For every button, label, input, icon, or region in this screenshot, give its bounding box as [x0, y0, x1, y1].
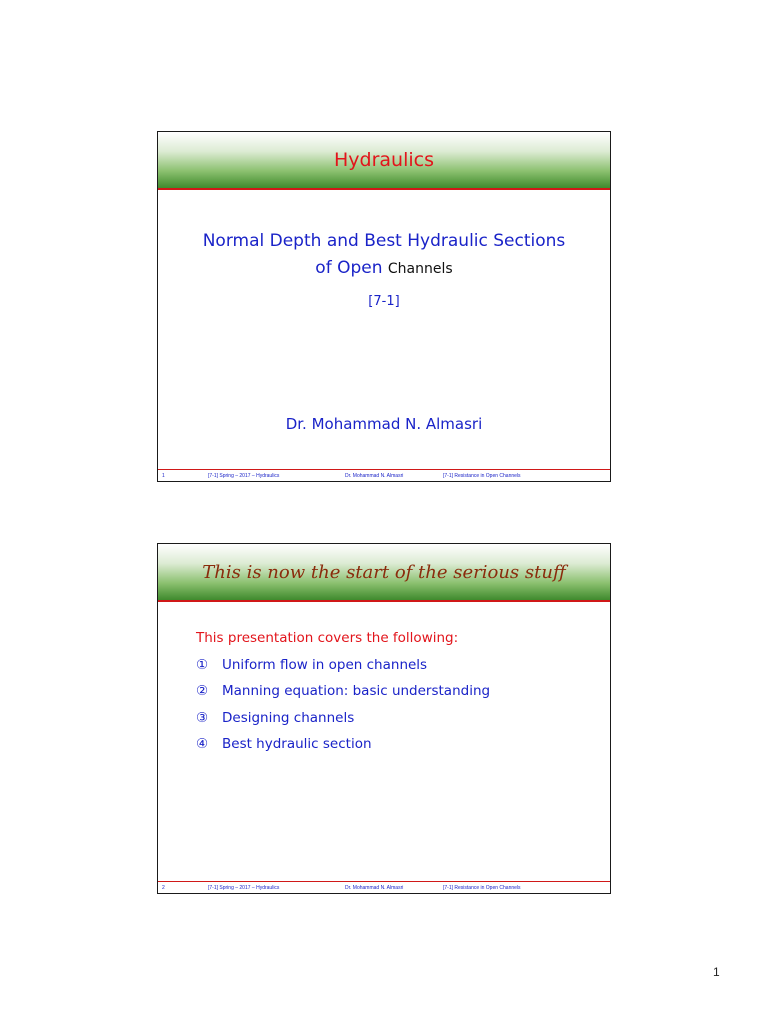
list-item-text: Best hydraulic section [222, 736, 372, 752]
footer-page-number: 1 [162, 473, 165, 479]
slide-footer [158, 881, 610, 893]
slide-code: [7-1] [368, 294, 400, 309]
footer-course: [7-1] Spring – 2017 – Hydraulics [208, 885, 280, 891]
list-item [196, 710, 354, 726]
list-item-text: Uniform flow in open channels [222, 657, 428, 673]
slide-title: Hydraulics [334, 149, 434, 171]
footer-author: Dr. Mohammad N. Almasri [345, 885, 404, 891]
slide-subtitle [158, 228, 610, 283]
list-item [196, 657, 427, 673]
slide-author: Dr. Mohammad N. Almasri [285, 415, 483, 433]
list-item-number: ② [196, 683, 209, 699]
list-item [196, 736, 372, 752]
footer-author: Dr. Mohammad N. Almasri [345, 473, 404, 479]
list-item-number: ① [196, 657, 209, 673]
covers-heading: This presentation covers the following: [196, 630, 459, 646]
page-number: 1 [713, 965, 720, 979]
list-item-text: Designing channels [222, 710, 355, 726]
slide-header [158, 544, 610, 602]
list-item-text: Manning equation: basic understanding [222, 683, 491, 699]
footer-topic: [7-1] Resistance in Open Channels [443, 885, 521, 891]
list-item [196, 683, 490, 699]
list-item-number: ④ [196, 736, 209, 752]
subtitle-line-2-a: of Open [315, 258, 383, 278]
slide-1 [157, 131, 611, 482]
footer-course: [7-1] Spring – 2017 – Hydraulics [208, 473, 280, 479]
subtitle-line-2-b: Channels [387, 261, 453, 277]
footer-page-number: 2 [162, 885, 165, 891]
list-item-number: ③ [196, 710, 209, 726]
slide-title: This is now the start of the serious stuff [202, 561, 566, 583]
subtitle-line-2 [158, 255, 610, 283]
subtitle-line-1: Normal Depth and Best Hydraulic Sections [202, 231, 566, 251]
slide-footer [158, 469, 610, 481]
footer-topic: [7-1] Resistance in Open Channels [443, 473, 521, 479]
slide-header [158, 132, 610, 190]
slide-2 [157, 543, 611, 894]
